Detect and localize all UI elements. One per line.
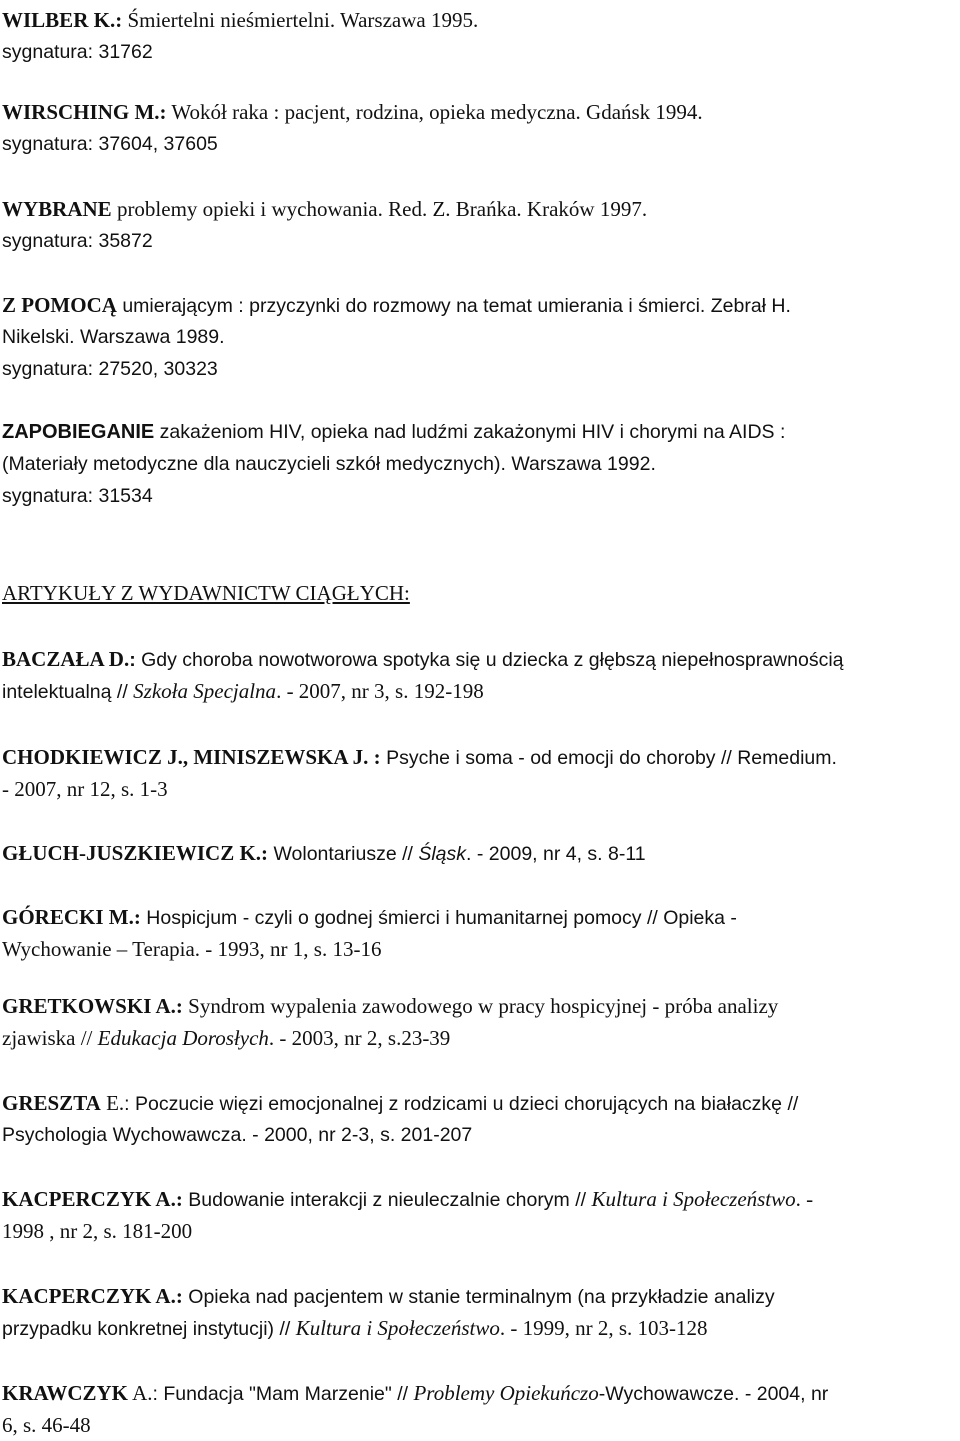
book-entry (2, 289, 957, 385)
article-entry: KACPERCZYK A.: Opieka nad pacjentem w stanie terminalnym (na przykładzie analizy przypadku konkretnej instytucji) // Kultura i Społeczeństwo. - 1999, nr 2, s. 103-128 (2, 1284, 775, 1340)
section-heading: ARTYKUŁY Z WYDAWNICTW CIĄGŁYCH: (2, 581, 410, 605)
author-name: WIRSCHING M. (2, 100, 160, 124)
journal-title: Kultura i Społeczeństwo (295, 1316, 500, 1340)
article-entry: KACPERCZYK A.: Budowanie interakcji z nieuleczalnie chorym // Kultura i Społeczeństwo. - 1998 , nr 2, s. 181-200 (2, 1183, 957, 1247)
article-entry: CHODKIEWICZ J., MINISZEWSKA J. : Psyche i soma - od emocji do choroby // Remedium. - 2007, nr 12, s. 1-3 (2, 741, 957, 805)
author-name: ZAPOBIEGANIE (2, 421, 155, 443)
article-entry: GŁUCH-JUSZKIEWICZ K.: Wolontariusze // Śląsk. - 2009, nr 4, s. 8-11 (2, 841, 646, 865)
article-title: : Poczucie więzi emocjonalnej z rodzicami u dzieci chorujących na białaczkę // (124, 1093, 799, 1115)
article-title: Psyche i soma - od emocji do choroby // Remedium. (380, 747, 837, 769)
signature: sygnatura: 37604, 37605 (2, 133, 218, 155)
signature: sygnatura: 27520, 30323 (2, 358, 218, 380)
article-entry: GRESZTA E.: Poczucie więzi emocjonalnej z rodzicami u dzieci chorujących na białaczkę // Psychologia Wychowawcza. - 2000, nr 2-3, s. 201-207 (2, 1087, 957, 1151)
book-entry: WILBER K.: Śmiertelni nieśmiertelni. Warszawa 1995. sygnatura: 31762 (2, 4, 957, 68)
article-details: 1998 , nr 2, s. 181-200 (2, 1219, 193, 1243)
book-entry (2, 416, 957, 512)
author-name: BACZAŁA D. (2, 647, 130, 671)
journal-title: Problemy Opiekuńczo (413, 1381, 599, 1405)
author-name: KACPERCZYK A. (2, 1284, 176, 1308)
book-entry (2, 193, 957, 257)
journal-title: Kultura i Społeczeństwo (591, 1187, 796, 1211)
author-name: Z POMOCĄ (2, 293, 117, 317)
book-title-cont: (Materiały metodyczne dla nauczycieli szkół medycznych). Warszawa 1992. (2, 453, 656, 475)
signature: sygnatura: 31762 (2, 41, 153, 63)
signature: sygnatura: 31534 (2, 485, 153, 507)
article-details: 6, s. 46-48 (2, 1413, 91, 1437)
article-details: - 2007, nr 12, s. 1-3 (2, 777, 168, 801)
book-title-cont: Nikelski. Warszawa 1989. (2, 326, 225, 348)
author-name: WYBRANE (2, 197, 112, 221)
article-entry: BACZAŁA D.: Gdy choroba nowotworowa spotyka się u dziecka z głębszą niepełnosprawnością intelektualną // Szkoła Specjalna. - 2007, nr 3, s. 192-198 (2, 647, 844, 703)
author-name: KRAWCZYK (2, 1381, 129, 1405)
article-details: Wychowanie – Terapia. - 1993, nr 1, s. 13-16 (2, 937, 382, 961)
author-name: GRETKOWSKI A. (2, 994, 176, 1018)
article-title: Syndrom wypalenia zawodowego w pracy hospicyjnej - próba analizy (182, 994, 779, 1018)
article-entry: GÓRECKI M.: Hospicjum - czyli o godnej śmierci i humanitarnej pomocy // Opieka - Wychowanie – Terapia. - 1993, nr 1, s. 13-16 (2, 901, 957, 965)
signature: sygnatura: 35872 (2, 230, 153, 252)
author-name: GRESZTA (2, 1091, 101, 1115)
book-title: zakażeniom HIV, opieka nad ludźmi zakażonymi HIV i chorymi na AIDS : (154, 421, 786, 443)
author-name: GÓRECKI M. (2, 905, 134, 929)
journal-title: Szkoła Specjalna (133, 679, 277, 703)
article-details: Psychologia Wychowawcza. - 2000, nr 2-3, s. 201-207 (2, 1124, 473, 1146)
article-title: Gdy choroba nowotworowa spotyka się u dziecka z głębszą niepełnosprawnością (135, 649, 844, 671)
book-title: Wokół raka : pacjent, rodzina, opieka medyczna. Gdańsk 1994. (166, 100, 703, 124)
book-entry: WIRSCHING M.: Wokół raka : pacjent, rodzina, opieka medyczna. Gdańsk 1994. sygnatura: 37604, 37605 (2, 96, 957, 160)
book-title: problemy opieki i wychowania. Red. Z. Brańka. Kraków 1997. (111, 197, 648, 221)
author-name: CHODKIEWICZ J., MINISZEWSKA J. (2, 745, 369, 769)
author-name: WILBER K. (2, 8, 116, 32)
author-name: GŁUCH-JUSZKIEWICZ K. (2, 841, 262, 865)
journal-title: Śląsk (418, 843, 467, 865)
article-title: Hospicjum - czyli o godnej śmierci i humanitarnej pomocy // Opieka - (140, 907, 737, 929)
article-title: Opieka nad pacjentem w stanie terminalnym (na przykładzie analizy (182, 1286, 775, 1308)
article-entry: KRAWCZYK A.: Fundacja "Mam Marzenie" // Problemy Opiekuńczo-Wychowawcze. - 2004, nr 6, s. 46-48 (2, 1377, 957, 1441)
article-entry: GRETKOWSKI A.: Syndrom wypalenia zawodowego w pracy hospicyjnej - próba analizy zjawiska // Edukacja Dorosłych. - 2003, nr 2, s.23-39 (2, 994, 779, 1050)
journal-title: Edukacja Dorosłych (97, 1026, 269, 1050)
author-name: KACPERCZYK A. (2, 1187, 176, 1211)
book-title: umierającym : przyczynki do rozmowy na temat umierania i śmierci. Zebrał H. (116, 295, 791, 317)
book-title: Śmiertelni nieśmiertelni. Warszawa 1995. (122, 8, 479, 32)
